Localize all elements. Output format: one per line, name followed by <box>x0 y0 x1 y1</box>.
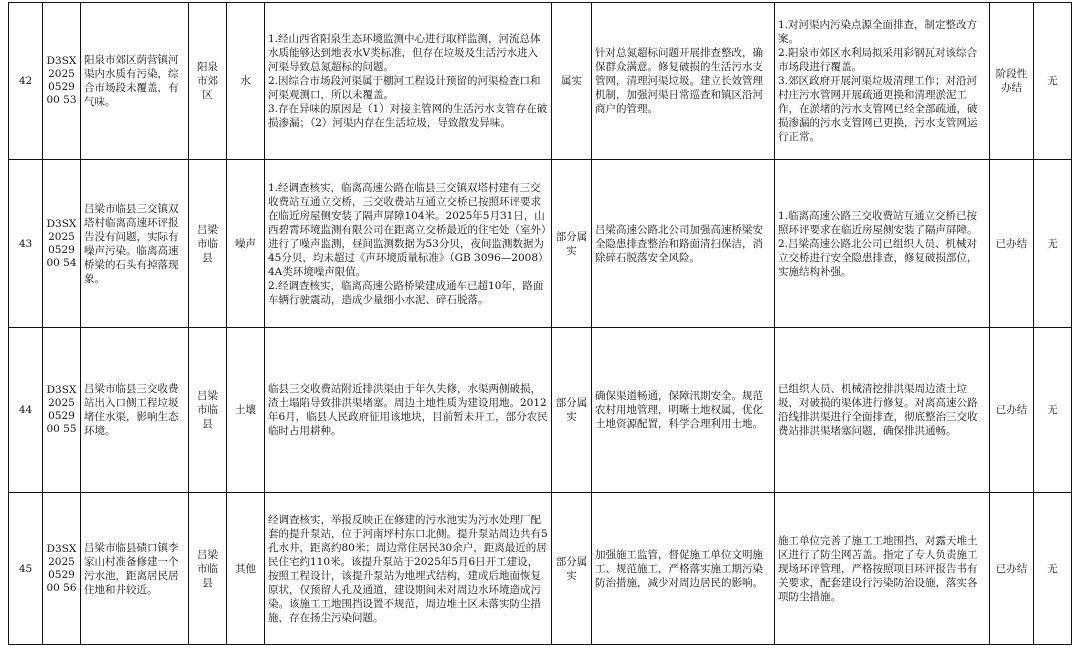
status: 阶段性办结 <box>990 3 1034 160</box>
rectification-progress: 1.对河渠内污染点源全面排查，制定整改方案。 2.阳泉市郊区水利局拟采用彩钢瓦对该综合市场段进行覆盖。 3.郊区政府开展河渠垃圾清理工作；对沿河村庄污水管网开展疏通更换和清理淤泥工作，在淤堵的污水支管网已经全部疏通，破损渗漏的污水支管网已更换，污水支管网运行正常。 <box>775 3 990 160</box>
investigation-findings: 经调查核实，举报反映正在修建的污水池实为污水处理厂配套的提升泵站，位于河南坪村东口北侧。提升泵站周边共有5孔水井，距离约80米；周边常住居民30余户，距离最近的居民住宅约110米。该提升泵站于2025年5月6日开工建设，按照工程设计，该提升泵站为地埋式结构，建成后地面恢复原状，仅预留人孔及通道，建设期间未对周边水环境造成污染。该施工工地围挡设置不规范，周边堆土区未落实防尘措施，存在扬尘污染问题。 <box>265 493 552 645</box>
administrative-area: 吕梁市临县 <box>189 493 227 645</box>
remark: 无 <box>1034 493 1072 645</box>
row-number: 45 <box>9 493 43 645</box>
case-code: D3SX2025052900 56 <box>43 493 81 645</box>
verdict: 部分属实 <box>552 328 592 493</box>
administrative-area: 吕梁市临县 <box>189 160 227 328</box>
rectification-progress: 1.临离高速公路三交收费站互通立交桥已按照环评要求在临近房屋侧安装了隔声屏障。 2.吕梁高速公路北公司已组织人员、机械对立交桥进行安全隐患排查，修复破损部位，实施结构补强。 <box>775 160 990 328</box>
rectification-progress: 已组织人员、机械清挖排洪渠周边渣土垃圾，对破损的渠体进行修复。对离高速公路沿线排洪渠进行全面排查，彻底整治三交收费站排洪渠堵塞问题，确保排洪通畅。 <box>775 328 990 493</box>
table-row <box>9 160 1072 328</box>
handling-measures: 加强施工监管，督促施工单位文明施工、规范施工，严格落实施工期污染防治措施，减少对周边居民的影响。 <box>592 493 775 645</box>
row-number: 42 <box>9 3 43 160</box>
pollution-type: 土壤 <box>227 328 265 493</box>
administrative-area: 阳泉市郊区 <box>189 3 227 160</box>
row-number: 44 <box>9 328 43 493</box>
complaint-content: 吕梁市临县三交镇双塔村临离高速环评报告没有问题，实际有噪声污染。临离高速桥梁的石头有掉落现象。 <box>81 160 189 328</box>
status: 已办结 <box>990 160 1034 328</box>
administrative-area: 吕梁市临县 <box>189 328 227 493</box>
handling-measures: 针对总氮超标问题开展排查整改，确保群众满意。修复破损的生活污水支管网，清理河渠垃圾。建立长效管理机制，加强河渠日常巡查和镇区沿河商户的管理。 <box>592 3 775 160</box>
complaint-content: 吕梁市临县碛口镇李家山村准备修建一个污水池，距离居民居住地和井较近。 <box>81 493 189 645</box>
complaint-content: 吕梁市临县三交收费站出入口侧工程垃圾堵住水渠，影响生态环境。 <box>81 328 189 493</box>
case-code: D3SX2025052900 55 <box>43 328 81 493</box>
remark: 无 <box>1034 160 1072 328</box>
investigation-findings: 1.经山西省阳泉生态环境监测中心进行取样监测，河流总体水质能够达到地表水Ⅴ类标准，但存在垃圾及生活污水进入河渠导致总氮超标的问题。 2.因综合市场段河渠属于棚河工程设计预留的河渠检查口和河渠观测口，所以未覆盖。 3.存在异味的原因是（1）对接主管网的生活污水支管存在破损渗漏；（2）河渠内存在生活垃圾，导致散发异味。 <box>265 3 552 160</box>
case-code: D3SX2025052900 53 <box>43 3 81 160</box>
complaint-table <box>8 2 1072 645</box>
verdict: 部分属实 <box>552 493 592 645</box>
table-row <box>9 3 1072 160</box>
rectification-progress: 施工单位完善了施工工地围挡，对露天堆土区进行了防尘网苫盖。指定了专人负责施工现场环评管理，严格按照项目环评报告书有关要求，配套建设行污染防治设施，落实各项防尘措施。 <box>775 493 990 645</box>
row-number: 43 <box>9 160 43 328</box>
investigation-findings: 临县三交收费站附近排洪渠由于年久失修，水渠两侧破损，渣土塌陷导致排洪渠堵塞。周边土地性质为建设用地。2012年6月，临县人民政府征用该地块，目前暂未开工，部分农民临时占用耕种。 <box>265 328 552 493</box>
pollution-type: 水 <box>227 3 265 160</box>
case-code: D3SX2025052900 54 <box>43 160 81 328</box>
table-row <box>9 328 1072 493</box>
verdict: 属实 <box>552 3 592 160</box>
table-row <box>9 493 1072 645</box>
verdict: 部分属实 <box>552 160 592 328</box>
pollution-type: 噪声 <box>227 160 265 328</box>
handling-measures: 吕梁高速公路北公司加强高速桥梁安全隐患排查整治和路面清扫保洁，消除碎石脱落安全风险。 <box>592 160 775 328</box>
status: 已办结 <box>990 493 1034 645</box>
handling-measures: 确保渠道畅通，保障汛期安全。规范农村用地管理，明晰土地权属，优化土地资源配置，科学合理利用土地。 <box>592 328 775 493</box>
pollution-type: 其他 <box>227 493 265 645</box>
remark: 无 <box>1034 3 1072 160</box>
remark: 无 <box>1034 328 1072 493</box>
status: 已办结 <box>990 328 1034 493</box>
investigation-findings: 1.经调查核实，临离高速公路在临县三交镇双塔村建有三交收费站互通立交桥，三交收费站互通立交桥已按照环评要求在临近房屋侧安装了隔声屏障104米。2025年5月31日，山西碧霄环境监测有限公司在距离立交桥最近的住宅处（室外）进行了噪声监测，昼间监测数据为53分贝，夜间监测数据为45分贝，均未超过《声环境质量标准》（GB 3096—2008）4A类环境噪声限值。 2.经调查核实，临离高速公路桥梁建成通车已超10年，路面车辆行驶震动，造成少量细小水泥、碎石脱落。 <box>265 160 552 328</box>
complaint-content: 阳泉市郊区荫营镇河渠内水质有污染，综合市场段未覆盖，有气味。 <box>81 3 189 160</box>
